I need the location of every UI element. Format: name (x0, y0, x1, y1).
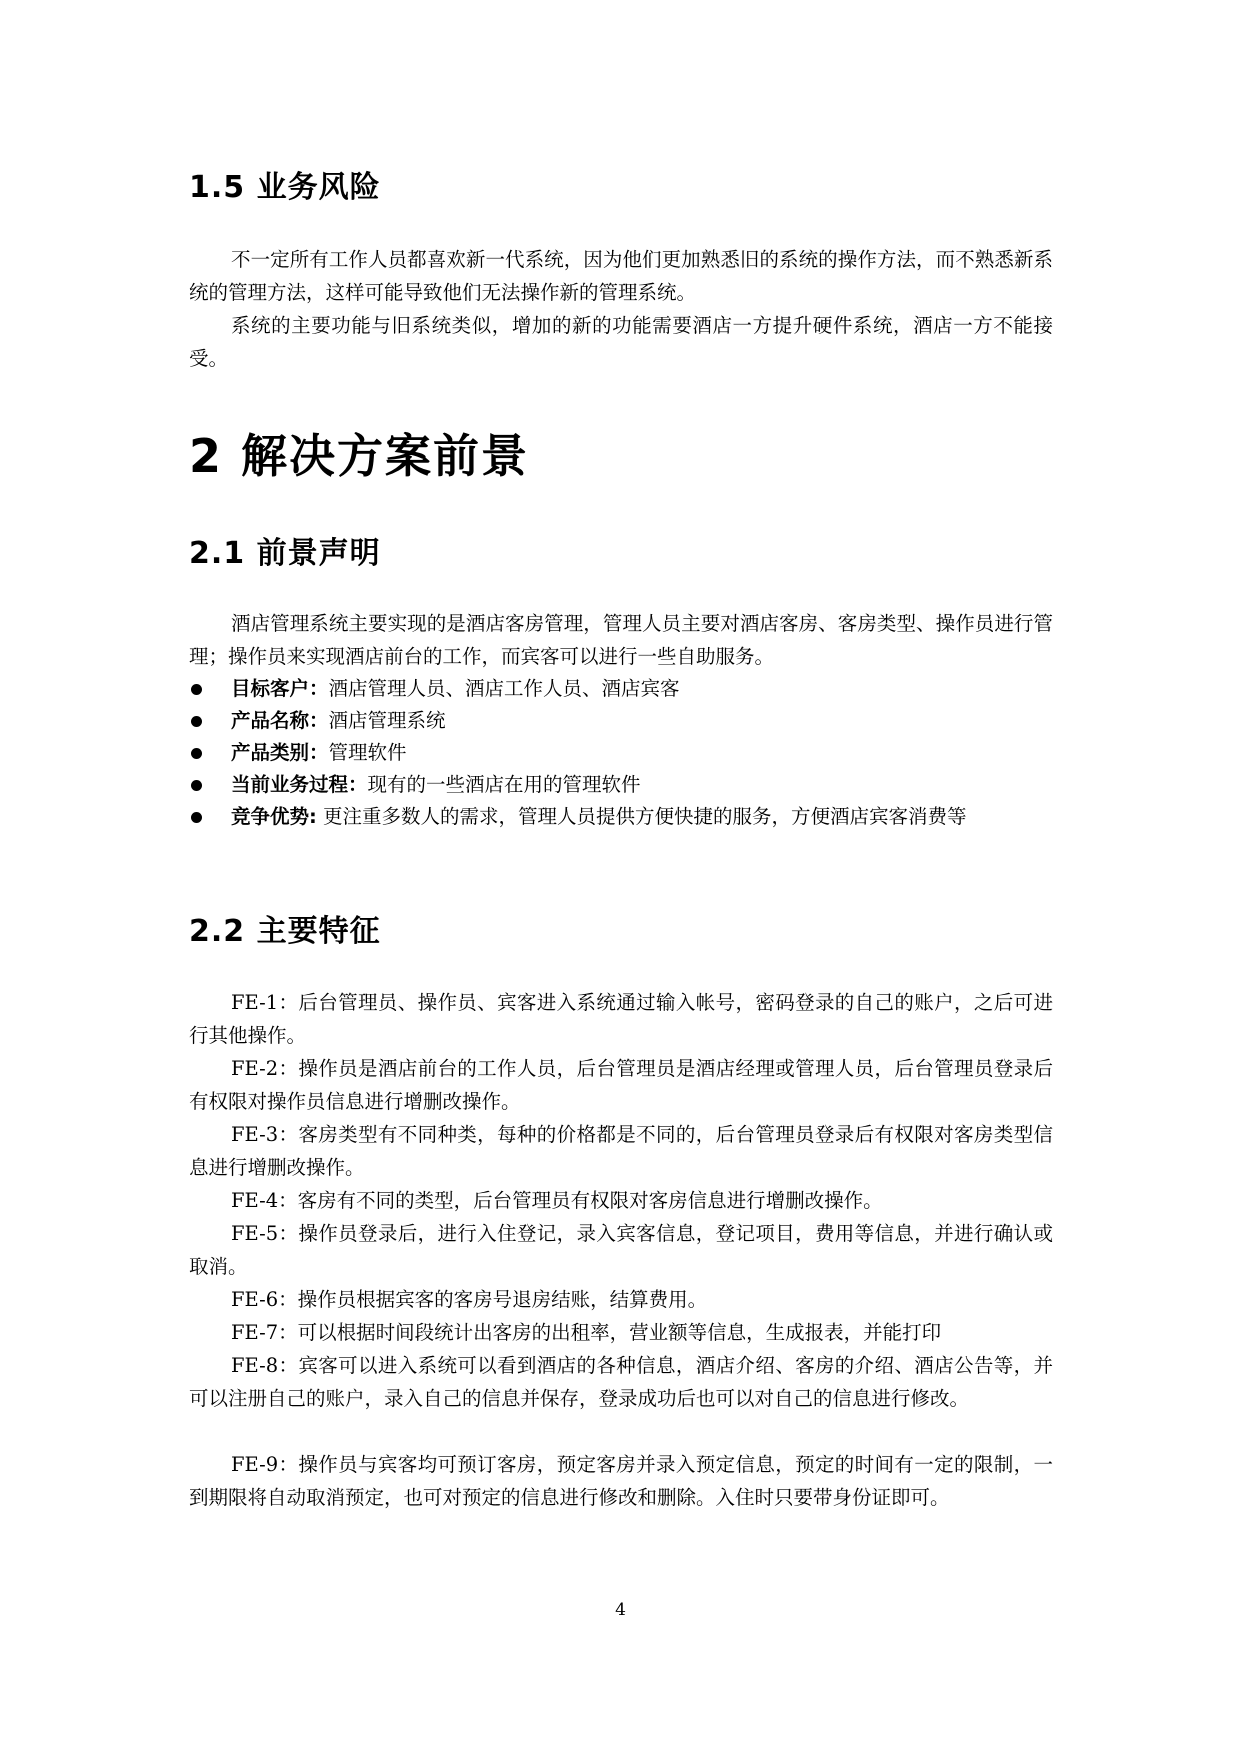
feature-item-fe-7: FE-7：可以根据时间段统计出客房的出租率，营业额等信息，生成报表，并能打印 (231, 1321, 942, 1344)
paragraph: 酒店管理系统主要实现的是酒店客房管理，管理人员主要对酒店客房、客房类型、操作员进行管理；操作员来实现酒店前台的工作，而宾客可以进行一些自助服务。 (189, 612, 1053, 668)
bullet-text: 酒店管理人员、酒店工作人员、酒店宾客 (328, 677, 680, 700)
bullet-label: 产品名称： (231, 709, 329, 732)
bullet-label: 竞争优势: (231, 805, 317, 828)
feature-item-fe-8: FE-8：宾客可以进入系统可以看到酒店的各种信息，酒店介绍、客房的介绍、酒店公告等，并可以注册自己的账户，录入自己的信息并保存，登录成功后也可以对自己的信息进行修改。 (189, 1354, 1053, 1410)
feature-item-fe-4: FE-4：客房有不同的类型，后台管理员有权限对客房信息进行增删改操作。 (231, 1189, 883, 1212)
section-heading-2-2: 2.2 主要特征 (189, 914, 381, 949)
bullet-label: 目标客户： (231, 677, 329, 700)
bullet-icon (191, 684, 202, 695)
bullet-label: 当前业务过程： (231, 773, 368, 796)
bullet-icon (191, 812, 202, 823)
paragraph: 系统的主要功能与旧系统类似，增加的新的功能需要酒店一方提升硬件系统，酒店一方不能接受。 (189, 314, 1053, 370)
list-item (189, 801, 1053, 833)
page-number: 4 (615, 1600, 626, 1620)
feature-bullet-list (189, 673, 1053, 833)
bullet-text: 管理软件 (328, 741, 407, 764)
paragraph: 不一定所有工作人员都喜欢新一代系统，因为他们更加熟悉旧的系统的操作方法，而不熟悉新系统的管理方法，这样可能导致他们无法操作新的管理系统。 (189, 248, 1053, 304)
bullet-icon (191, 748, 202, 759)
list-item (189, 769, 1053, 801)
bullet-label: 产品类别： (231, 741, 329, 764)
feature-item-fe-5: FE-5：操作员登录后，进行入住登记，录入宾客信息，登记项目，费用等信息，并进行确认或取消。 (189, 1222, 1053, 1278)
feature-item-fe-3: FE-3：客房类型有不同种类，每种的价格都是不同的，后台管理员登录后有权限对客房类型信息进行增删改操作。 (189, 1123, 1053, 1179)
section-heading-1-5: 1.5 业务风险 (189, 170, 381, 205)
list-item (189, 705, 1053, 737)
bullet-icon (191, 780, 202, 791)
bullet-text: 酒店管理系统 (328, 709, 446, 732)
feature-item-fe-2: FE-2：操作员是酒店前台的工作人员，后台管理员是酒店经理或管理人员，后台管理员登录后有权限对操作员信息进行增删改操作。 (189, 1057, 1053, 1113)
list-item (189, 737, 1053, 769)
feature-item-fe-1: FE-1：后台管理员、操作员、宾客进入系统通过输入帐号，密码登录的自己的账户，之后可进行其他操作。 (189, 991, 1053, 1047)
feature-item-fe-6: FE-6：操作员根据宾客的客房号退房结账，结算费用。 (231, 1288, 708, 1311)
list-item (189, 673, 1053, 705)
section-heading-2-1: 2.1 前景声明 (189, 536, 381, 571)
chapter-heading-2: 2 解决方案前景 (189, 429, 530, 483)
feature-item-fe-9: FE-9：操作员与宾客均可预订客房，预定客房并录入预定信息，预定的时间有一定的限制，一到期限将自动取消预定，也可对预定的信息进行修改和删除。入住时只要带身份证即可。 (189, 1453, 1053, 1509)
bullet-text: 更注重多数人的需求，管理人员提供方便快捷的服务，方便酒店宾客消费等 (316, 805, 967, 828)
bullet-text: 现有的一些酒店在用的管理软件 (367, 773, 641, 796)
bullet-icon (191, 716, 202, 727)
